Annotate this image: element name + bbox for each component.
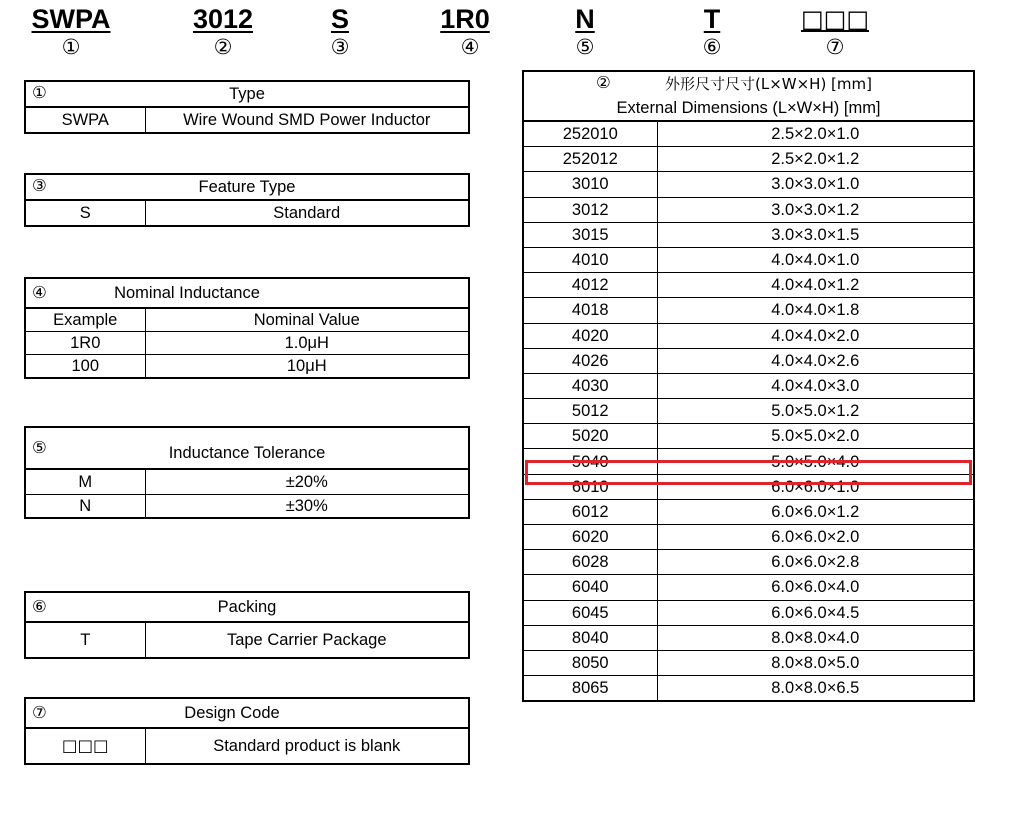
size-dimensions: 4.0×4.0×1.2 [657, 273, 974, 298]
size-code: 4030 [523, 373, 657, 398]
type-table [24, 80, 470, 134]
size-dimensions: 6.0×6.0×4.5 [657, 600, 974, 625]
type-description: Wire Wound SMD Power Inductor [145, 107, 469, 133]
table-row [25, 495, 469, 519]
dimension-row [523, 650, 974, 675]
inductance-table-num: ④ [32, 283, 47, 302]
pn-num-packing: ⑥ [702, 35, 722, 59]
inductance-col-value: Nominal Value [145, 308, 469, 332]
type-table-num: ① [32, 83, 47, 102]
packing-table-header [25, 592, 469, 622]
feature-table-num: ③ [32, 176, 47, 195]
pn-code-tolerance: N [575, 4, 595, 34]
pn-num-type: ① [61, 35, 81, 59]
pn-code-packing: T [703, 4, 721, 34]
dimension-row [523, 373, 974, 398]
size-code: 4010 [523, 247, 657, 272]
dimensions-table-num: ② [596, 73, 611, 92]
size-code: 8040 [523, 625, 657, 650]
size-code: 8065 [523, 676, 657, 702]
table-row [25, 107, 469, 133]
size-code: 6028 [523, 550, 657, 575]
tolerance-table-num: ⑤ [32, 438, 47, 457]
table-row [25, 622, 469, 658]
inductance-code: 100 [25, 355, 145, 379]
dimension-row [523, 121, 974, 147]
dimension-row [523, 424, 974, 449]
size-dimensions: 4.0×4.0×1.8 [657, 298, 974, 323]
table-row [25, 728, 469, 764]
feature-table-header [25, 174, 469, 200]
packing-code: T [25, 622, 145, 658]
dimension-row [523, 499, 974, 524]
size-code: 6045 [523, 600, 657, 625]
pn-num-feature: ③ [330, 35, 350, 59]
dimension-row [523, 449, 974, 474]
tolerance-table [24, 426, 470, 519]
inductance-code: 1R0 [25, 332, 145, 355]
inductance-value: 1.0μH [145, 332, 469, 355]
size-dimensions: 2.5×2.0×1.0 [657, 121, 974, 147]
size-dimensions: 4.0×4.0×2.6 [657, 348, 974, 373]
table-row [25, 308, 469, 332]
type-table-header [25, 81, 469, 107]
size-code: 6012 [523, 499, 657, 524]
size-dimensions: 6.0×6.0×1.2 [657, 499, 974, 524]
feature-code: S [25, 200, 145, 226]
dimension-row [523, 247, 974, 272]
size-dimensions: 2.5×2.0×1.2 [657, 147, 974, 172]
dimension-row [523, 399, 974, 424]
inductance-table-header [25, 278, 469, 308]
size-dimensions: 8.0×8.0×5.0 [657, 650, 974, 675]
table-row [25, 469, 469, 495]
dimension-row [523, 147, 974, 172]
size-code: 4026 [523, 348, 657, 373]
dimension-row [523, 348, 974, 373]
tolerance-table-header [25, 427, 469, 469]
tolerance-value: ±30% [145, 495, 469, 519]
tolerance-table-title: Inductance Tolerance [168, 444, 326, 462]
dimension-row [523, 474, 974, 499]
size-code: 4018 [523, 298, 657, 323]
size-code: 5020 [523, 424, 657, 449]
pn-num-design: ⑦ [825, 35, 845, 59]
pn-code-inductance: 1R0 [440, 4, 490, 34]
size-dimensions: 3.0×3.0×1.2 [657, 197, 974, 222]
dimension-row [523, 525, 974, 550]
feature-description: Standard [145, 200, 469, 226]
size-dimensions: 4.0×4.0×3.0 [657, 373, 974, 398]
packing-description: Tape Carrier Package [145, 622, 469, 658]
size-dimensions: 3.0×3.0×1.0 [657, 172, 974, 197]
table-row [25, 332, 469, 355]
size-code: 6020 [523, 525, 657, 550]
pn-num-tolerance: ⑤ [575, 35, 595, 59]
size-code: 6040 [523, 575, 657, 600]
size-code: 252012 [523, 147, 657, 172]
design-table [24, 697, 470, 765]
size-dimensions: 6.0×6.0×1.0 [657, 474, 974, 499]
size-code: 4020 [523, 323, 657, 348]
dimension-row [523, 575, 974, 600]
size-code: 252010 [523, 121, 657, 147]
packing-table [24, 591, 470, 659]
type-table-title: Type [229, 85, 265, 103]
pn-code-type: SWPA [31, 4, 111, 34]
dimension-row [523, 197, 974, 222]
dimensions-table [522, 70, 975, 702]
size-code: 6010 [523, 474, 657, 499]
size-code: 4012 [523, 273, 657, 298]
size-dimensions: 6.0×6.0×2.8 [657, 550, 974, 575]
tolerance-code: N [25, 495, 145, 519]
design-description: Standard product is blank [145, 728, 469, 764]
dimension-row [523, 600, 974, 625]
design-code: □□□ [25, 728, 145, 764]
dimensions-header-en: External Dimensions (L×W×H) [mm] [523, 96, 974, 121]
pn-num-size: ② [213, 35, 233, 59]
size-dimensions: 8.0×8.0×4.0 [657, 625, 974, 650]
table-row [25, 355, 469, 379]
dimension-row [523, 298, 974, 323]
size-code: 3010 [523, 172, 657, 197]
feature-table [24, 173, 470, 227]
inductance-col-example: Example [25, 308, 145, 332]
size-code: 3015 [523, 222, 657, 247]
pn-code-design: □□□ [800, 5, 870, 33]
dimensions-body [523, 121, 974, 701]
size-dimensions: 8.0×8.0×6.5 [657, 676, 974, 702]
size-dimensions: 6.0×6.0×4.0 [657, 575, 974, 600]
packing-table-num: ⑥ [32, 597, 47, 616]
size-dimensions: 5.0×5.0×2.0 [657, 424, 974, 449]
size-dimensions: 5.0×5.0×1.2 [657, 399, 974, 424]
size-code: 5012 [523, 399, 657, 424]
dimension-row [523, 222, 974, 247]
inductance-value: 10μH [145, 355, 469, 379]
size-dimensions: 5.0×5.0×4.0 [657, 449, 974, 474]
pn-code-size: 3012 [192, 4, 254, 34]
size-code: 5040 [523, 449, 657, 474]
packing-table-title: Packing [217, 598, 277, 616]
pn-code-feature: S [330, 4, 349, 34]
size-code: 3012 [523, 197, 657, 222]
dimensions-header-cn [523, 71, 974, 96]
pn-num-inductance: ④ [460, 35, 480, 59]
design-table-header [25, 698, 469, 728]
inductance-table [24, 277, 470, 379]
size-code: 8050 [523, 650, 657, 675]
size-dimensions: 3.0×3.0×1.5 [657, 222, 974, 247]
dimension-row [523, 550, 974, 575]
design-table-title: Design Code [184, 704, 280, 722]
tolerance-code: M [25, 469, 145, 495]
size-dimensions: 4.0×4.0×2.0 [657, 323, 974, 348]
size-dimensions: 6.0×6.0×2.0 [657, 525, 974, 550]
dimension-row [523, 273, 974, 298]
design-table-num: ⑦ [32, 703, 47, 722]
dimension-row [523, 323, 974, 348]
feature-table-title: Feature Type [198, 178, 296, 196]
tolerance-value: ±20% [145, 469, 469, 495]
type-code: SWPA [25, 107, 145, 133]
dimension-row [523, 625, 974, 650]
dimension-row [523, 676, 974, 702]
dimension-row [523, 172, 974, 197]
table-row [25, 200, 469, 226]
inductance-table-title: Nominal Inductance [114, 284, 260, 302]
dimensions-title-cn: 外形尺寸尺寸(L×W×H) [mm] [664, 75, 872, 93]
size-dimensions: 4.0×4.0×1.0 [657, 247, 974, 272]
